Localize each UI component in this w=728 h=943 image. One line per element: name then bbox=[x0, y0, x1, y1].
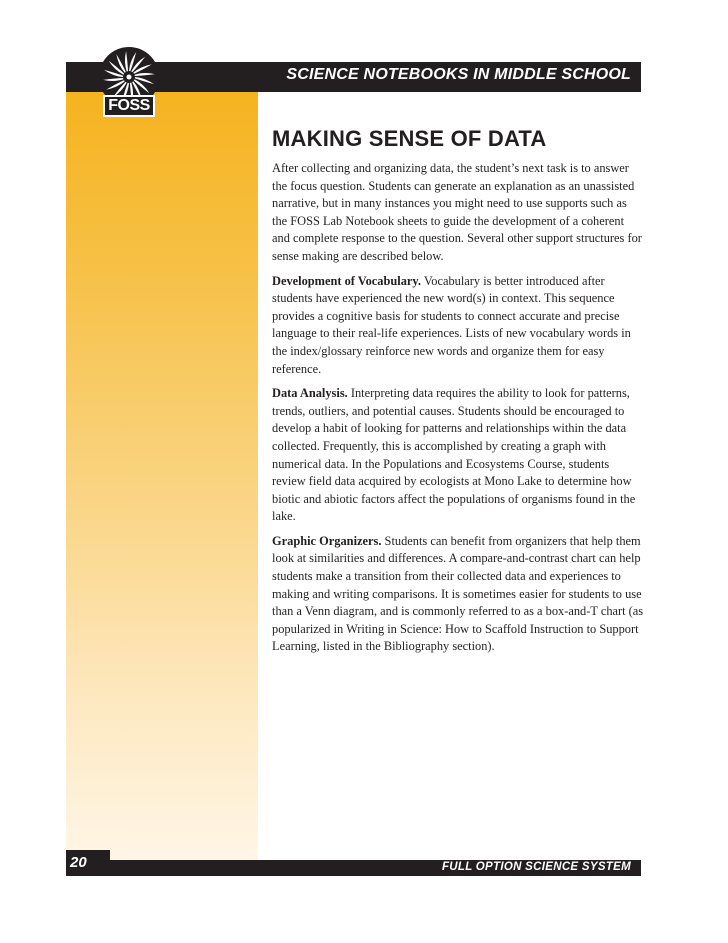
header-title: SCIENCE NOTEBOOKS IN MIDDLE SCHOOL bbox=[286, 66, 631, 83]
intro-paragraph: After collecting and organizing data, the student’s next task is to answer the focus question. Students can generate an explanation as an unassisted narrative, but in many instances you might need to use supports such as the FOSS Lab Notebook sheets to guide the development of a coherent and complete response to the question. Several other support structures for sense making are described below. bbox=[272, 161, 642, 263]
section-heading: Data Analysis. bbox=[272, 386, 348, 401]
section-body: Students can benefit from organizers that help them look at similarities and differences. A compare-and-contrast chart can help students make a transition from their collected data and experiences to making and writing comparisons. It is sometimes easier for students to use than a Venn diagram, and is commonly referred to as a box-and-T chart (as popularized in Writing in Science: How to Scaffold Instruction to Support Learning, listed in the Bibliography section). bbox=[272, 533, 644, 654]
footer-bar bbox=[66, 860, 641, 876]
page-title: MAKING SENSE OF DATA bbox=[272, 126, 547, 151]
section-heading: Development of Vocabulary. bbox=[272, 273, 422, 288]
section-heading: Graphic Organizers. bbox=[272, 533, 382, 548]
section-vocabulary bbox=[272, 273, 644, 379]
gold-gradient-sidebar bbox=[66, 92, 258, 860]
main-content bbox=[272, 122, 644, 663]
section-graphic-organizers bbox=[272, 533, 644, 656]
section-body: Interpreting data requires the ability to look for patterns, trends, outliers, and potential causes. Students should be encouraged to develop a habit of looking for patterns and relationships within the data collected. Frequently, this is accomplished by creating a graph with numerical data. In the Populations and Ecosystems Course, students review field data acquired by ecologists at Mono Lake to determine how biotic and abiotic factors affect the populations of organisms found in the lake. bbox=[272, 386, 636, 524]
foss-wordmark: FOSS bbox=[103, 95, 155, 117]
page-number: 20 bbox=[66, 850, 110, 876]
footer-title: FULL OPTION SCIENCE SYSTEM bbox=[441, 861, 631, 873]
section-body: Vocabulary is better introduced after students have experienced the new word(s) in context. This sequence provides a cognitive basis for students to connect accurate and precise language to their real-life experiences. Lists of new vocabulary words in the index/glossary reinforce new words and organize them for easy reference. bbox=[272, 273, 631, 376]
section-data-analysis bbox=[272, 385, 644, 526]
foss-logo bbox=[98, 46, 160, 118]
